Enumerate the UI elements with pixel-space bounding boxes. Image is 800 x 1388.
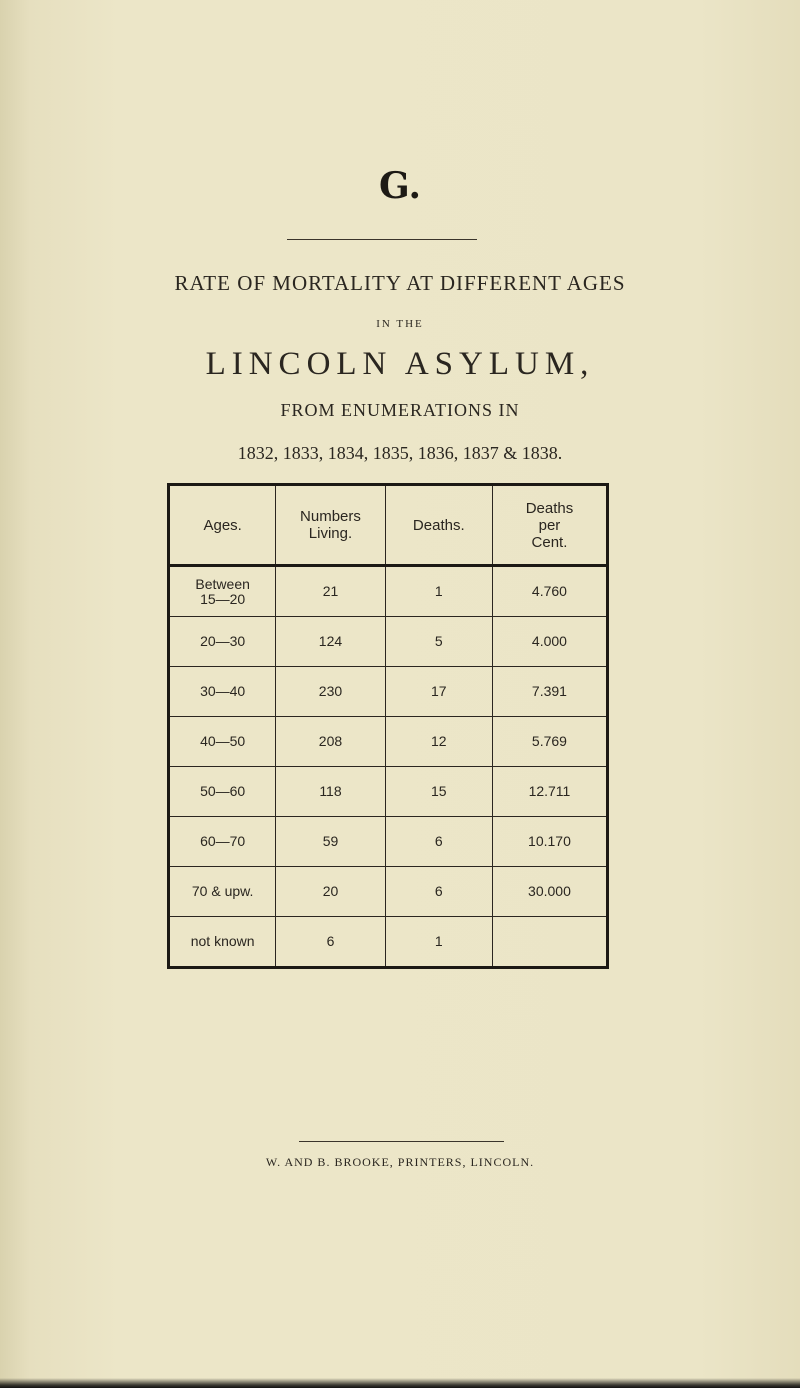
living-cell: 6 (276, 917, 385, 968)
document-title: RATE OF MORTALITY AT DIFFERENT AGES (174, 271, 626, 295)
percent-cell: 30.000 (492, 867, 607, 917)
age-cell: not known (169, 917, 276, 968)
living-cell: 20 (276, 867, 385, 917)
percent-cell: 7.391 (492, 667, 607, 717)
source-line: FROM ENUMERATIONS IN (280, 400, 520, 420)
age-cell: 70 & upw. (169, 867, 276, 917)
page-edge-shadow (0, 1378, 800, 1388)
table-row (169, 617, 608, 667)
table-row (169, 717, 608, 767)
appendix-letter: G. (379, 165, 421, 207)
deaths-cell: 1 (385, 917, 492, 968)
living-cell: 230 (276, 667, 385, 717)
age-cell: 40—50 (169, 717, 276, 767)
age-cell: 60—70 (169, 817, 276, 867)
deaths-cell: 6 (385, 867, 492, 917)
table-row (169, 817, 608, 867)
table-row (169, 566, 608, 617)
table-row (169, 917, 608, 968)
deaths-cell: 5 (385, 617, 492, 667)
printer-imprint: W. AND B. BROOKE, PRINTERS, LINCOLN. (265, 1155, 535, 1169)
table-header-row (169, 485, 608, 566)
living-cell: 59 (276, 817, 385, 867)
deaths-cell: 17 (385, 667, 492, 717)
age-cell: 50—60 (169, 767, 276, 817)
age-cell: 30—40 (169, 667, 276, 717)
percent-cell: 5.769 (492, 717, 607, 767)
years-line: 1832, 1833, 1834, 1835, 1836, 1837 & 1838. (237, 443, 563, 463)
table-row (169, 767, 608, 817)
table-row (169, 667, 608, 717)
living-cell: 208 (276, 717, 385, 767)
header-ages: Ages. (169, 485, 276, 566)
living-cell: 124 (276, 617, 385, 667)
age-cell: 20—30 (169, 617, 276, 667)
living-cell: 21 (276, 566, 385, 617)
deaths-cell: 12 (385, 717, 492, 767)
percent-cell: 4.000 (492, 617, 607, 667)
percent-cell: 4.760 (492, 566, 607, 617)
age-cell: Between 15—20 (169, 566, 276, 617)
divider-rule (287, 239, 477, 240)
percent-cell: 12.711 (492, 767, 607, 817)
header-deaths-per-cent: Deaths per Cent. (492, 485, 607, 566)
percent-cell (492, 917, 607, 968)
table-row (169, 867, 608, 917)
deaths-cell: 15 (385, 767, 492, 817)
header-numbers-living: Numbers Living. (276, 485, 385, 566)
header-deaths: Deaths. (385, 485, 492, 566)
title-connector: IN THE (376, 318, 424, 330)
percent-cell: 10.170 (492, 817, 607, 867)
footer-rule (299, 1141, 504, 1142)
living-cell: 118 (276, 767, 385, 817)
institution-name: LINCOLN ASYLUM, (205, 346, 595, 382)
mortality-table (167, 483, 609, 969)
deaths-cell: 6 (385, 817, 492, 867)
deaths-cell: 1 (385, 566, 492, 617)
